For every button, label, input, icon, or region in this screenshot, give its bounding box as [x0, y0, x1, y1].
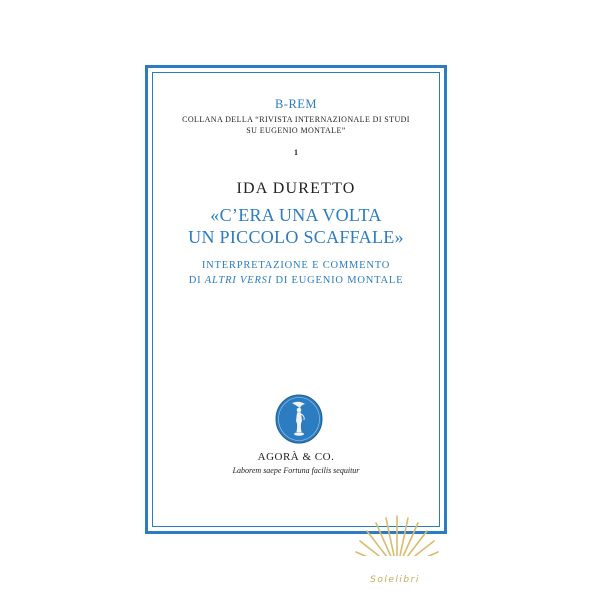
subtitle-suffix: DI EUGENIO MONTALE: [272, 275, 404, 286]
subtitle-prefix: DI: [188, 275, 205, 286]
author-name: IDA DURETTO: [236, 180, 356, 197]
series-description: [153, 114, 439, 136]
book-cover: [145, 65, 447, 534]
series-number: 1: [294, 148, 298, 157]
book-title: [153, 204, 439, 248]
subtitle-italic-work: ALTRI VERSI: [204, 275, 273, 286]
sunburst-logo-icon: [352, 508, 442, 578]
series-description-line-1: COLLANA DELLA “RIVISTA INTERNAZIONALE DI STUDI: [182, 115, 410, 124]
book-title-line-2: UN PICCOLO SCAFFALE»: [188, 227, 404, 247]
book-subtitle-line-2: [153, 273, 439, 288]
publisher-name: AGORÀ & CO.: [257, 451, 335, 463]
book-subtitle: [153, 258, 439, 288]
book-subtitle-line-1: INTERPRETAZIONE E COMMENTO: [201, 260, 391, 271]
series-description-line-2: SU EUGENIO MONTALE”: [246, 126, 346, 135]
publisher-motto: Laborem saepe Fortuna facilis sequitur: [232, 466, 360, 475]
cover-inner-border: [152, 72, 440, 527]
series-title: B-REM: [274, 97, 318, 111]
book-title-line-1: «C’ERA UNA VOLTA: [210, 205, 382, 225]
fortune-figure-emblem-icon: [274, 394, 324, 444]
retailer-logo-text: Solelibri: [370, 575, 420, 585]
